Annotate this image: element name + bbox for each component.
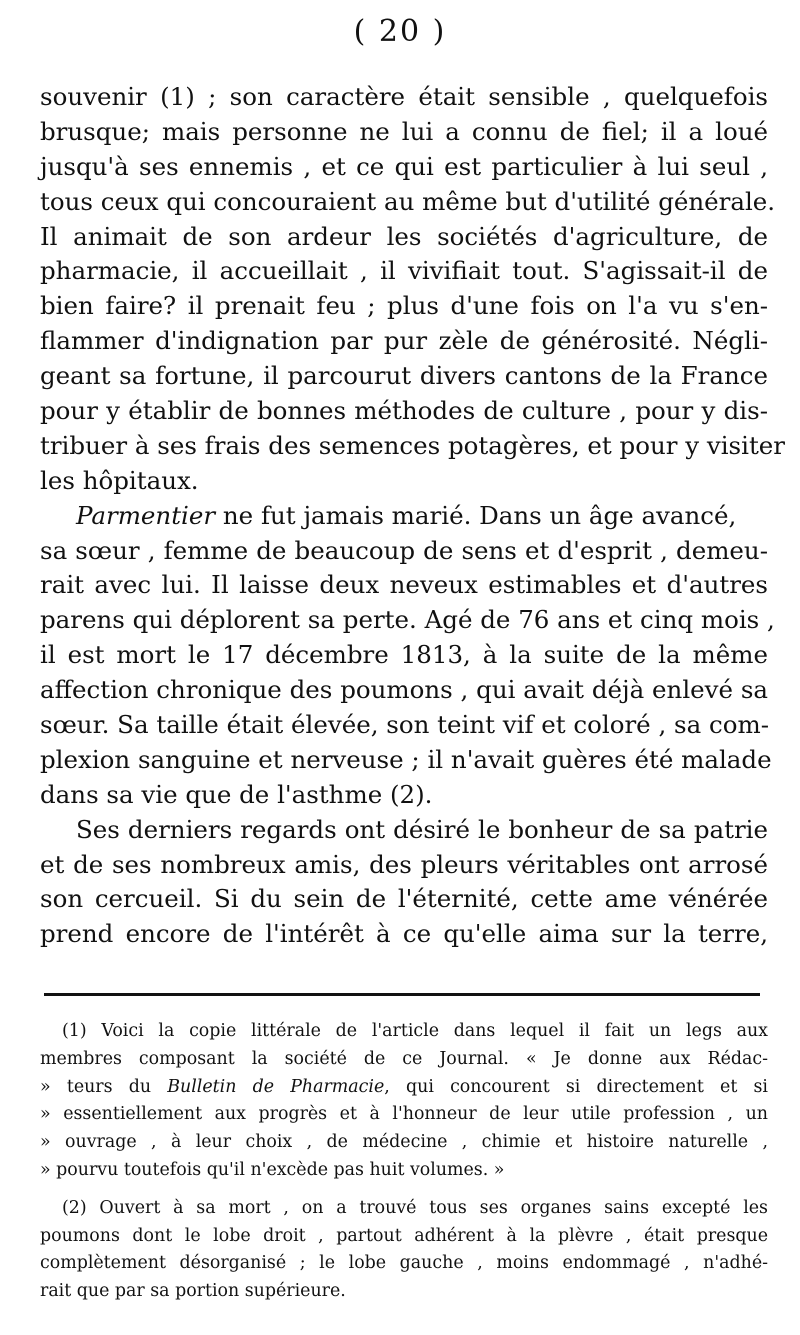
text-line: brusque; mais personne ne lui a connu de fiel; il a loué xyxy=(40,116,768,146)
text-line: Ses derniers regards ont désiré le bonheur de sa patrie xyxy=(76,814,768,844)
text-line: parens qui déplorent sa perte. Agé de 76 ans et cinq mois , xyxy=(40,605,775,635)
footnote-divider xyxy=(44,993,760,996)
author-name: Parmentier xyxy=(76,500,216,530)
text-line: son cercueil. Si du sein de l'éternité, cette ame vénérée xyxy=(40,884,768,914)
text-line: et de ses nombreux amis, des pleurs véritables ont arrosé xyxy=(40,849,768,879)
footnote-line: » ouvrage , à leur choix , de médecine , chimie et histoire naturelle , xyxy=(40,1132,768,1153)
text-line: tribuer à ses frais des semences potagères, et pour y visiter xyxy=(40,430,786,460)
text-line: geant sa fortune, il parcourut divers cantons de la France xyxy=(40,361,768,391)
text-fragment: ne fut jamais marié. Dans un âge avancé, xyxy=(215,500,737,530)
text-fragment: , qui concourent si directement et si xyxy=(384,1076,768,1097)
page-number: ( 20 ) xyxy=(353,14,447,49)
footnote-line: membres composant la société de ce Journal. « Je donne aux Rédac- xyxy=(40,1048,768,1069)
footnote-line: complètement désorganisé ; le lobe gauche , moins endommagé , n'adhé- xyxy=(40,1253,768,1274)
text-line: affection chronique des poumons , qui avait déjà enlevé sa xyxy=(40,675,768,705)
text-line: sœur. Sa taille était élevée, son teint vif et coloré , sa com- xyxy=(40,710,769,740)
text-line: pharmacie, il accueillait , il vivifiait tout. S'agissait-il de xyxy=(40,256,768,286)
footnote-line: (2) Ouvert à sa mort , on a trouvé tous ses organes sains excepté les xyxy=(62,1197,768,1218)
footnote-line: » essentiellement aux progrès et à l'honneur de leur utile profession , un xyxy=(40,1104,768,1125)
footnote-line xyxy=(40,1074,768,1102)
footnote-line: poumons dont le lobe droit , partout adhérent à la plèvre , était presque xyxy=(40,1225,768,1246)
text-line: sa sœur , femme de beaucoup de sens et d'esprit , demeu- xyxy=(40,535,768,565)
body-text xyxy=(40,80,786,952)
text-line: prend encore de l'intérêt à ce qu'elle aima sur la terre, xyxy=(40,919,768,949)
text-line: jusqu'à ses ennemis , et ce qui est particulier à lui seul , xyxy=(40,151,768,181)
footnote-line: rait que par sa portion supérieure. xyxy=(40,1281,346,1302)
text-line: les hôpitaux. xyxy=(40,465,199,495)
paragraph-opening-line xyxy=(40,499,768,534)
publication-title: Bulletin de Pharmacie xyxy=(167,1076,385,1097)
text-line: bien faire? il prenait feu ; plus d'une fois on l'a vu s'en- xyxy=(40,291,768,321)
text-line: rait avec lui. Il laisse deux neveux estimables et d'autres xyxy=(40,570,768,600)
text-fragment: » teurs du xyxy=(40,1076,168,1097)
text-line: souvenir (1) ; son caractère était sensible , quelquefois xyxy=(40,82,768,111)
text-line: pour y établir de bonnes méthodes de culture , pour y dis- xyxy=(40,396,768,426)
text-line: plexion sanguine et nerveuse ; il n'avait guères été malade xyxy=(40,744,772,774)
footnotes xyxy=(40,1018,768,1306)
footnote-line: » pourvu toutefois qu'il n'excède pas huit volumes. » xyxy=(40,1159,505,1180)
text-line: flammer d'indignation par pur zèle de générosité. Négli- xyxy=(40,326,768,356)
text-line: il est mort le 17 décembre 1813, à la suite de la même xyxy=(40,640,768,670)
footnote-gap xyxy=(40,1185,768,1195)
text-line: Il animait de son ardeur les sociétés d'agriculture, de xyxy=(40,221,768,251)
footnote-line: (1) Voici la copie littérale de l'article dans lequel il fait un legs aux xyxy=(62,1021,768,1041)
text-line: dans sa vie que de l'asthme (2). xyxy=(40,779,433,809)
text-line: tous ceux qui concouraient au même but d'utilité générale. xyxy=(40,186,776,216)
